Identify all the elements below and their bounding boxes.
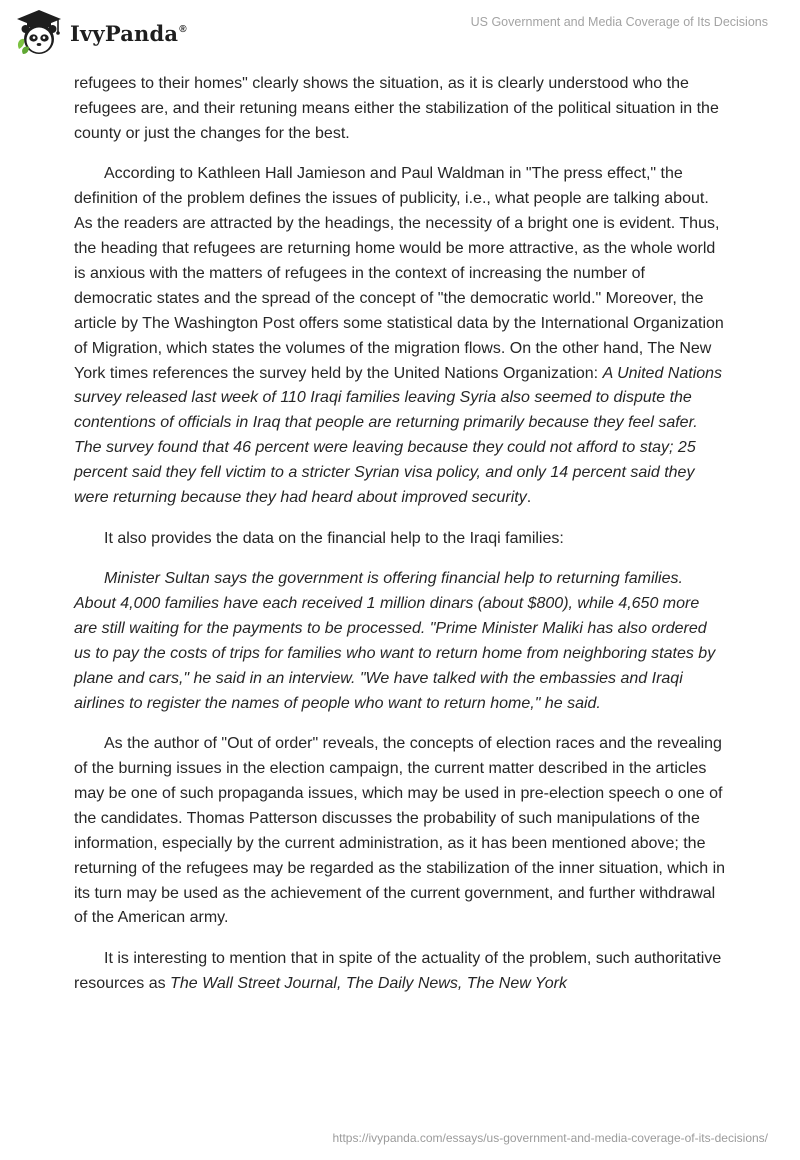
ivypanda-logo[interactable] — [14, 8, 187, 56]
paragraph-text: According to Kathleen Hall Jamieson and Paul Waldman in "The press effect," the definition of the problem defines the issues of publicity, i.e., what people are talking about. As the readers are attracted by the headings, the necessity of a bright one is evident. Thus, the heading that refugees are returning home would be more attractive, as the whole world is anxious with the matters of refugees in the context of increasing the number of democratic states and the spread of the concept of "the democratic world." Moreover, the article by The Washington Post offers some statistical data by the International Organization of Migration, which states the volumes of the migration flows. On the other hand, The New York times references the survey held by the United Nations Organization: — [74, 165, 724, 382]
paragraph-media-resources — [74, 947, 726, 997]
paragraph-out-of-order: As the author of "Out of order" reveals, the concepts of election races and the revealing of the burning issues in the election campaign, the current matter described in the articles may be one of such propaganda issues, which may be used in pre-election speech o one of the candidates. Thomas Patterson discusses the probability of such manipulations of the information, especially by the current administration, as it has been mentioned above; the returning of the refugees may be regarded as the stabilization of the inner situation, which in its turn may be used as the achievement of the current government, and further withdrawal of the American army. — [74, 735, 726, 927]
minister-sultan-quote: Minister Sultan says the government is offering financial help to returning families. About 4,000 families have each received 1 million dinars (about $800), while 4,650 more are still waiting for the payments to be processed. "Prime Minister Maliki has also ordered us to pay the costs of trips for families who want to return home from neighboring states by plane and cars," he said in an interview. "We have talked with the embassies and Iraqi airlines to register the names of people who want to return home," he said. — [74, 570, 716, 712]
paragraph-continuation: refugees to their homes" clearly shows the situation, as it is clearly understood who the refugees are, and their retuning means either the stabilization of the political situation in the county or just the changes for the best. — [74, 75, 719, 142]
paragraph-text-end: . — [526, 489, 532, 507]
paragraph-press-effect — [74, 162, 726, 511]
source-url-link[interactable]: https://ivypanda.com/essays/us-government-and-media-coverage-of-its-decisions/ — [332, 1131, 768, 1145]
document-title: US Government and Media Coverage of Its Decisions — [470, 15, 768, 29]
publication-names: The Wall Street Journal, The Daily News, The New York — [170, 974, 567, 992]
paragraph-financial-intro: It also provides the data on the financial help to the Iraqi families: — [104, 529, 564, 547]
panda-graduate-icon — [14, 8, 64, 56]
brand-text: IvyPanda — [70, 20, 179, 46]
paragraph-text: It is interesting to mention that in spite of the actuality of the problem, such authoritative resources as — [74, 949, 722, 992]
un-survey-quote: A United Nations survey released last week of 110 Iraqi families leaving Syria also seemed to dispute the contentions of officials in Iraq that people are returning primarily because they feel safer. The survey found that 46 percent were leaving because they could not afford to stay; 25 percent said they fell victim to a stricter Syrian visa policy, and only 14 percent said they were returning because they had heard about improved security — [74, 364, 723, 507]
registered-mark: ® — [179, 23, 187, 35]
brand-name — [70, 21, 187, 46]
essay-body — [74, 72, 726, 1012]
page-header — [0, 0, 800, 64]
